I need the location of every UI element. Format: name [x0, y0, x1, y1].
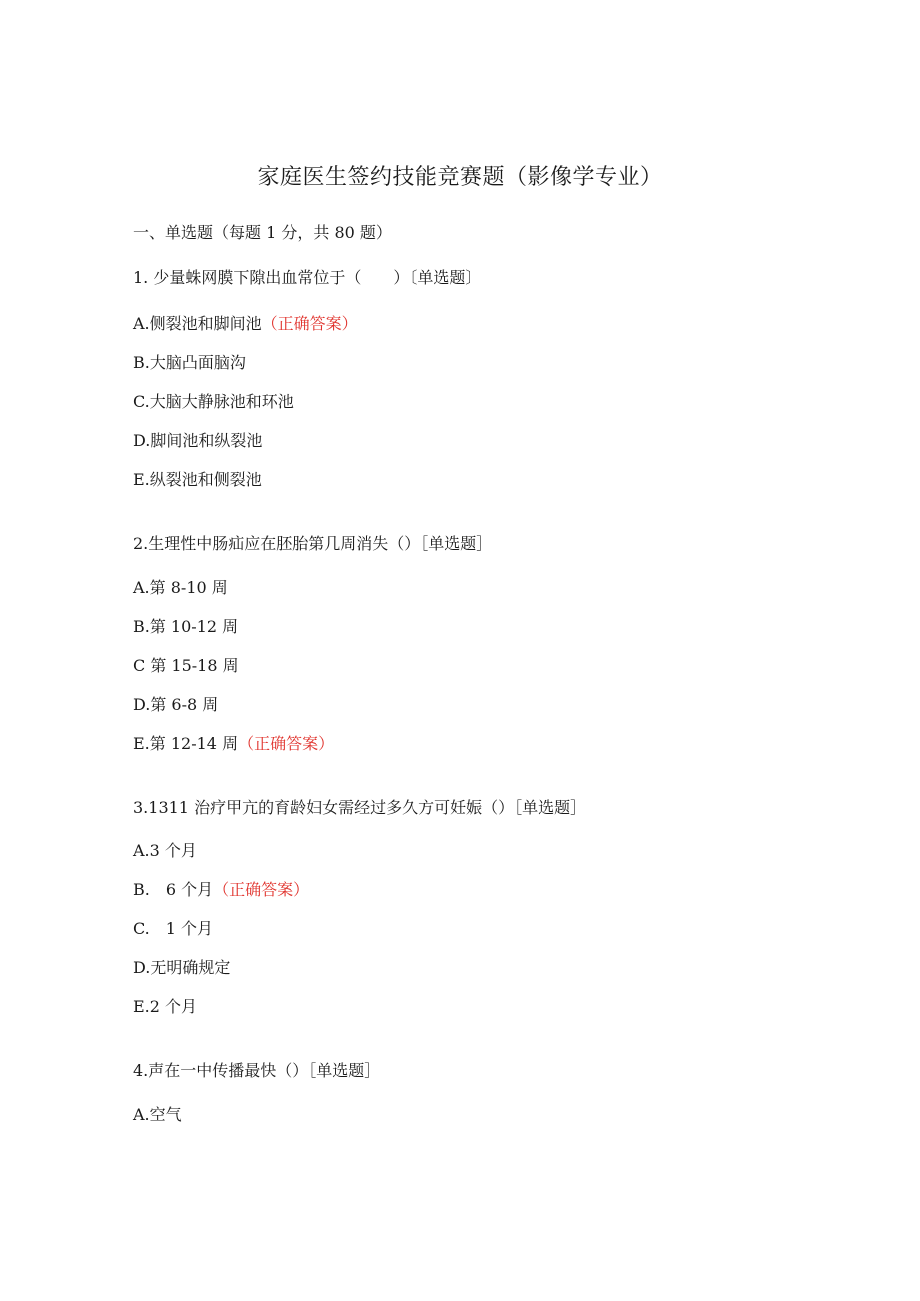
question-2-option-b: B.第 10-12 周: [133, 617, 239, 636]
question-1-option-c: C.大脑大静脉池和环池: [133, 392, 294, 411]
question-2-stem: 2.生理性中肠疝应在胚胎第几周消失（）［单选题］: [133, 534, 493, 553]
question-3-stem: 3.1311 治疗甲亢的育龄妇女需经过多久方可妊娠（）［单选题］: [133, 798, 587, 817]
question-3-option-a: A.3 个月: [133, 841, 197, 860]
question-1-option-a: [133, 311, 358, 334]
correct-answer-marker: （正确答案）: [238, 734, 335, 753]
correct-answer-marker: （正确答案）: [261, 314, 358, 333]
section-heading: 一、单选题（每题 1 分，共 80 题）: [133, 223, 392, 242]
question-4-option-a: A.空气: [133, 1105, 182, 1124]
question-1-option-b: B.大脑凸面脑沟: [133, 353, 246, 372]
question-3-option-b: [133, 877, 309, 900]
question-2-option-c: C 第 15-18 周: [133, 656, 239, 675]
question-1-stem: 1. 少量蛛网膜下隙出血常位于（ ）〔单选题〕: [133, 268, 482, 287]
question-3-option-c: C. 1 个月: [133, 919, 214, 938]
option-text: B. 6 个月: [133, 880, 214, 899]
question-3-option-e: E.2 个月: [133, 997, 198, 1016]
option-text: A.侧裂池和脚间池: [133, 314, 262, 333]
document-title: 家庭医生签约技能竞赛题（影像学专业）: [257, 165, 663, 190]
question-3-option-d: D.无明确规定: [133, 958, 231, 977]
question-1-option-e: E.纵裂池和侧裂池: [133, 470, 262, 489]
question-2-option-e: [133, 731, 334, 754]
question-1-option-d: D.脚间池和纵裂池: [133, 431, 263, 450]
option-text: E.第 12-14 周: [133, 734, 239, 753]
correct-answer-marker: （正确答案）: [213, 880, 310, 899]
question-4-stem: 4.声在一中传播最快（）［单选题］: [133, 1061, 381, 1080]
question-2-option-d: D.第 6-8 周: [133, 695, 219, 714]
question-2-option-a: A.第 8-10 周: [133, 578, 228, 597]
